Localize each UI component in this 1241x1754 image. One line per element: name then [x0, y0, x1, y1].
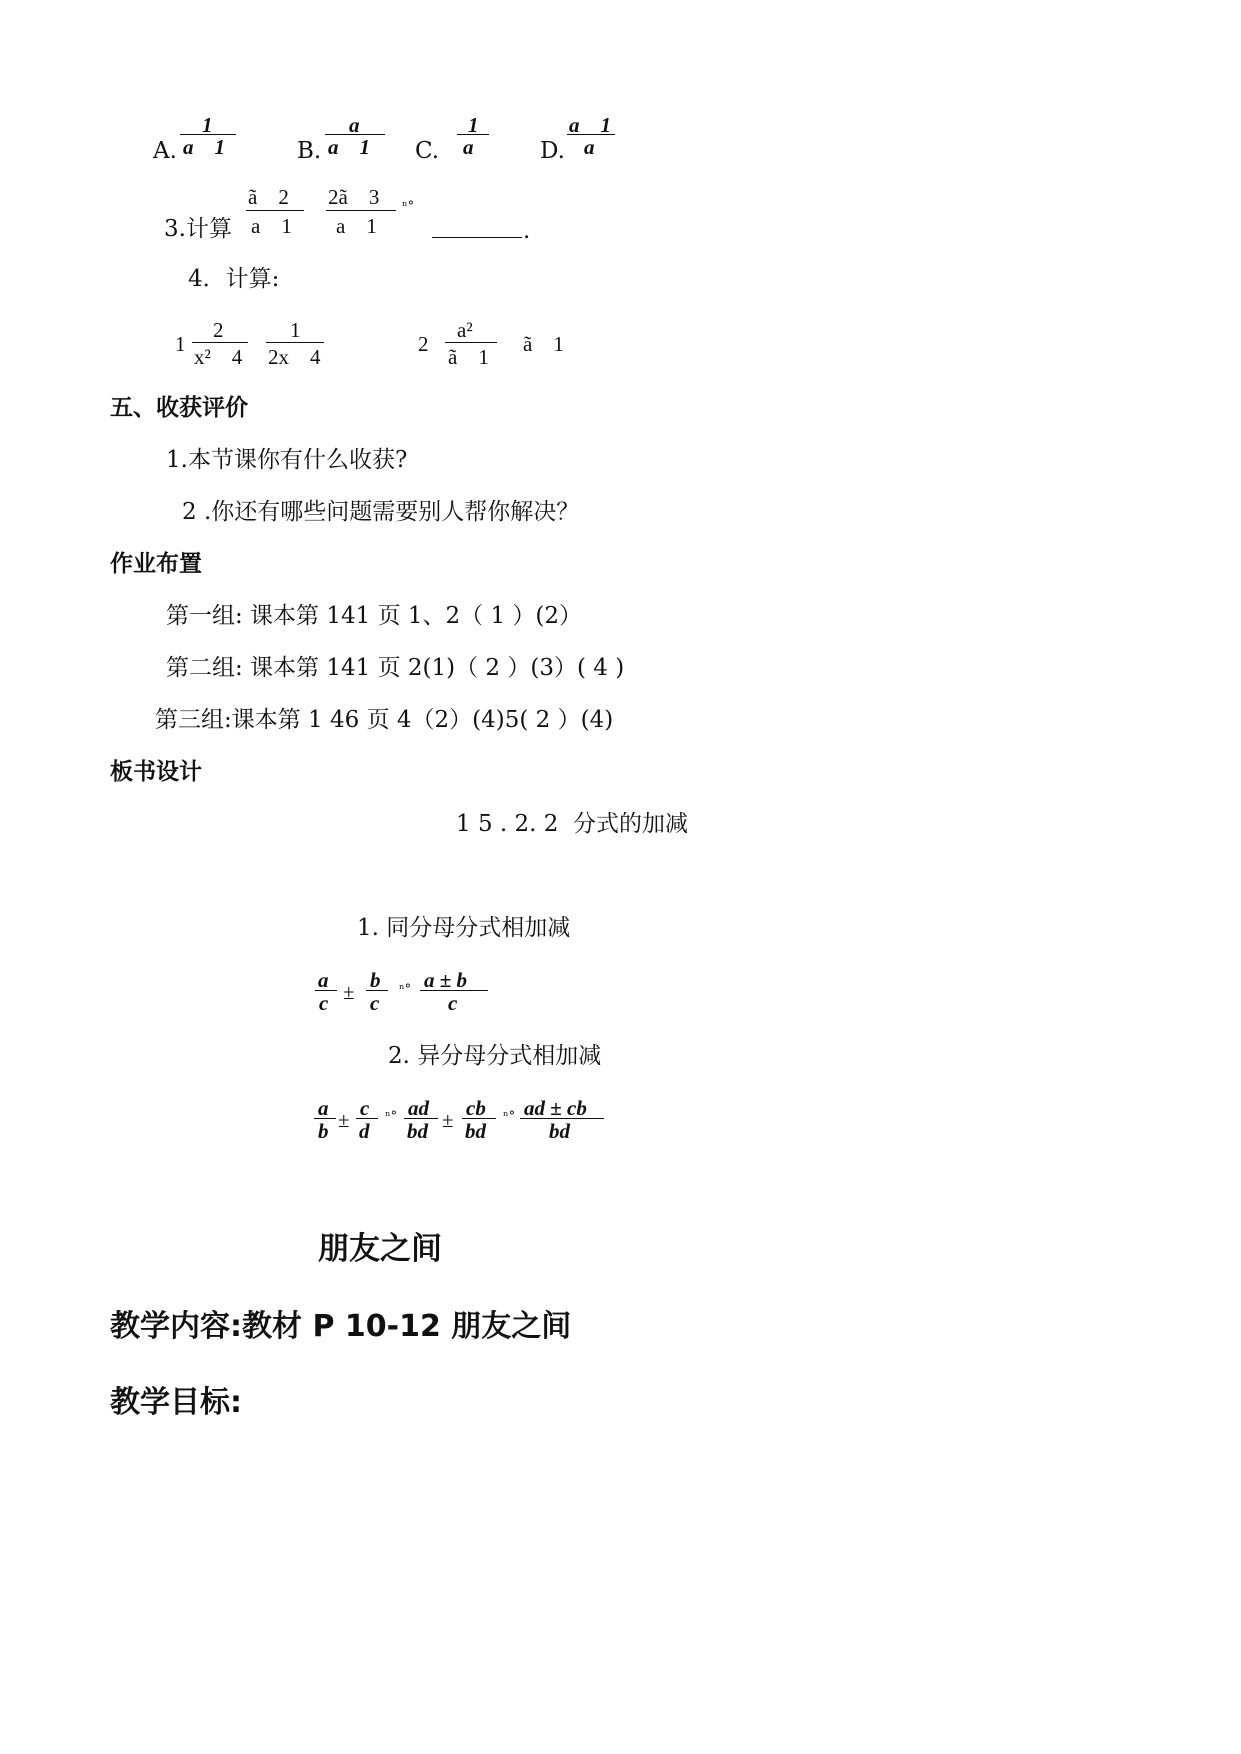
homework-item: 第二组: 课本第 141 页 2(1)（ 2 ）(3）( 4 )	[166, 655, 625, 681]
lesson-content: 教学内容:教材 P 10-12 朋友之间	[110, 1309, 572, 1344]
homework-item: 第一组: 课本第 141 页 1、2（ 1 ）(2）	[166, 603, 583, 629]
section-heading: 作业布置	[110, 551, 202, 577]
reflection-question: 1.本节课你有什么收获?	[166, 447, 408, 473]
lesson-goals: 教学目标:	[110, 1385, 242, 1420]
fraction-bar	[266, 342, 324, 343]
board-rule: 2. 异分母分式相加减	[388, 1043, 602, 1069]
answer-blank[interactable]	[432, 237, 522, 238]
fraction-bar	[246, 210, 304, 211]
fraction-bar	[192, 342, 248, 343]
board-rule: 1. 同分母分式相加减	[357, 915, 571, 941]
fraction-bar	[445, 342, 497, 343]
lesson-title: 朋友之间	[318, 1231, 442, 1267]
section-heading: 板书设计	[110, 759, 202, 785]
reflection-question: 2 .你还有哪些问题需要别人帮你解决？	[182, 499, 580, 525]
fraction-bar	[326, 210, 396, 211]
board-title: 1 5 . 2. 2 分式的加减	[456, 811, 689, 837]
section-heading: 五、收获评价	[110, 395, 248, 421]
homework-item: 第三组:课本第 1 46 页 4（2）(4)5( 2 ）(4)	[155, 707, 614, 733]
